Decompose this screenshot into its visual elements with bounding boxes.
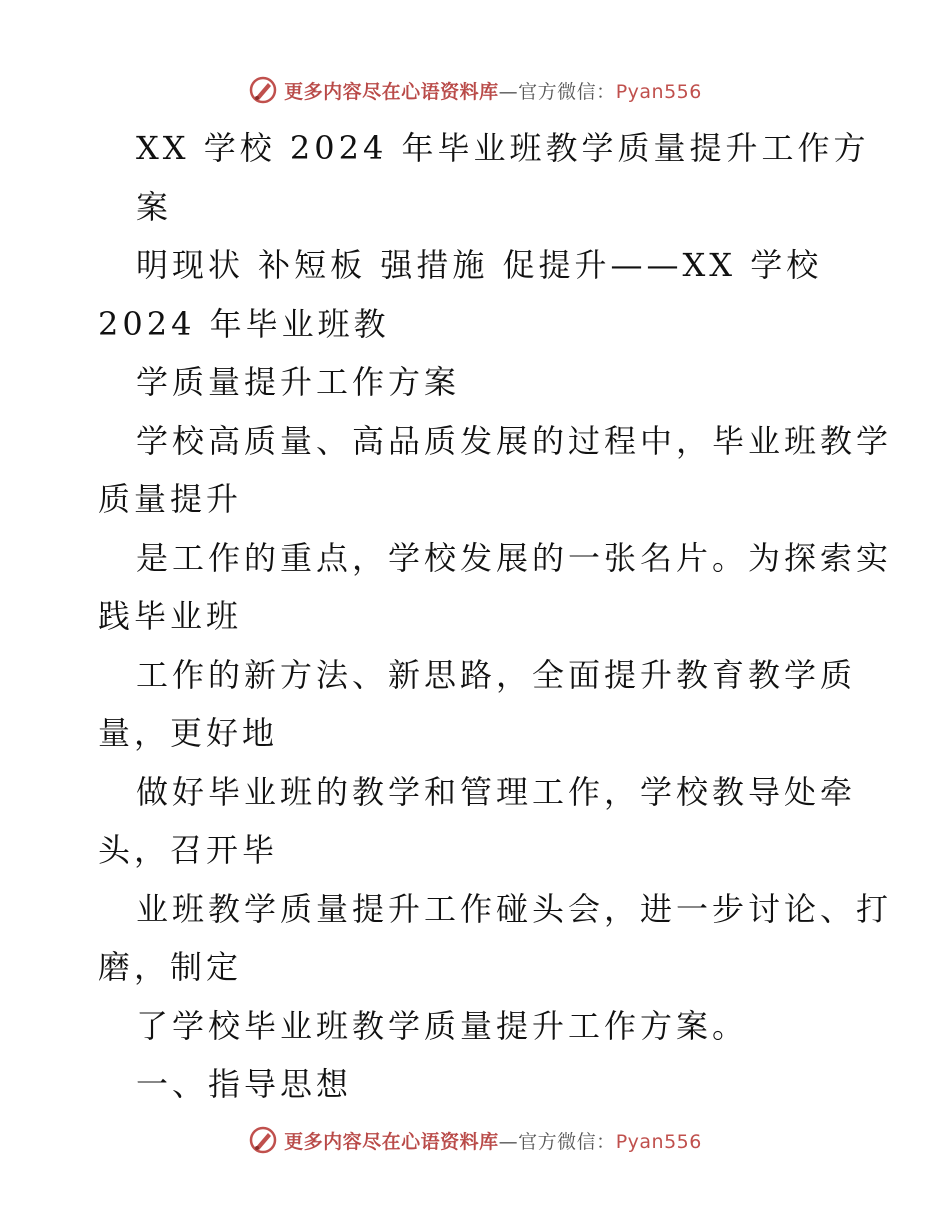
text-line: 量，更好地 [98, 714, 279, 752]
text-line: 了学校毕业班教学质量提升工作方案。 [136, 1006, 749, 1045]
header-watermark [0, 72, 950, 108]
text-line: 践毕业班 [98, 597, 243, 635]
text-line: 磨，制定 [98, 948, 243, 986]
text-line: 案 [136, 187, 173, 226]
text-line: 做好毕业班的教学和管理工作，学校教导处牵 [136, 772, 857, 811]
text-line: 是工作的重点，学校发展的一张名片。为探索实 [136, 538, 893, 577]
text-line: 业班教学质量提升工作碰头会，进一步讨论、打 [136, 889, 893, 928]
text-line: 明现状 补短板 强措施 促提升——XX 学校 [136, 246, 823, 284]
text-line: 学质量提升工作方案 [136, 363, 461, 401]
footer-watermark [0, 1122, 950, 1158]
watermark-sub: —官方微信： [498, 1130, 616, 1153]
text-line: 工作的新方法、新思路，全面提升教育教学质 [136, 655, 857, 694]
text-line: 一、指导思想 [136, 1065, 353, 1103]
text-line: 头，召开毕 [98, 831, 279, 869]
text-line: 2024 年毕业班教 [98, 304, 390, 343]
pen-logo-icon [248, 75, 278, 105]
watermark-sub: —官方微信： [498, 80, 616, 103]
watermark-text [284, 1127, 702, 1154]
text-line: 质量提升 [98, 480, 243, 518]
text-line: 学校高质量、高品质发展的过程中，毕业班教学 [136, 421, 893, 460]
watermark-id: Pyan556 [615, 80, 702, 103]
document-body [98, 126, 893, 1121]
watermark-main: 更多内容尽在心语资料库 [284, 80, 499, 103]
pen-logo-icon [248, 1125, 278, 1155]
watermark-id: Pyan556 [615, 1130, 702, 1153]
watermark-text [284, 77, 702, 104]
text-line: XX 学校 2024 年毕业班教学质量提升工作方 [136, 129, 870, 167]
watermark-main: 更多内容尽在心语资料库 [284, 1130, 499, 1153]
